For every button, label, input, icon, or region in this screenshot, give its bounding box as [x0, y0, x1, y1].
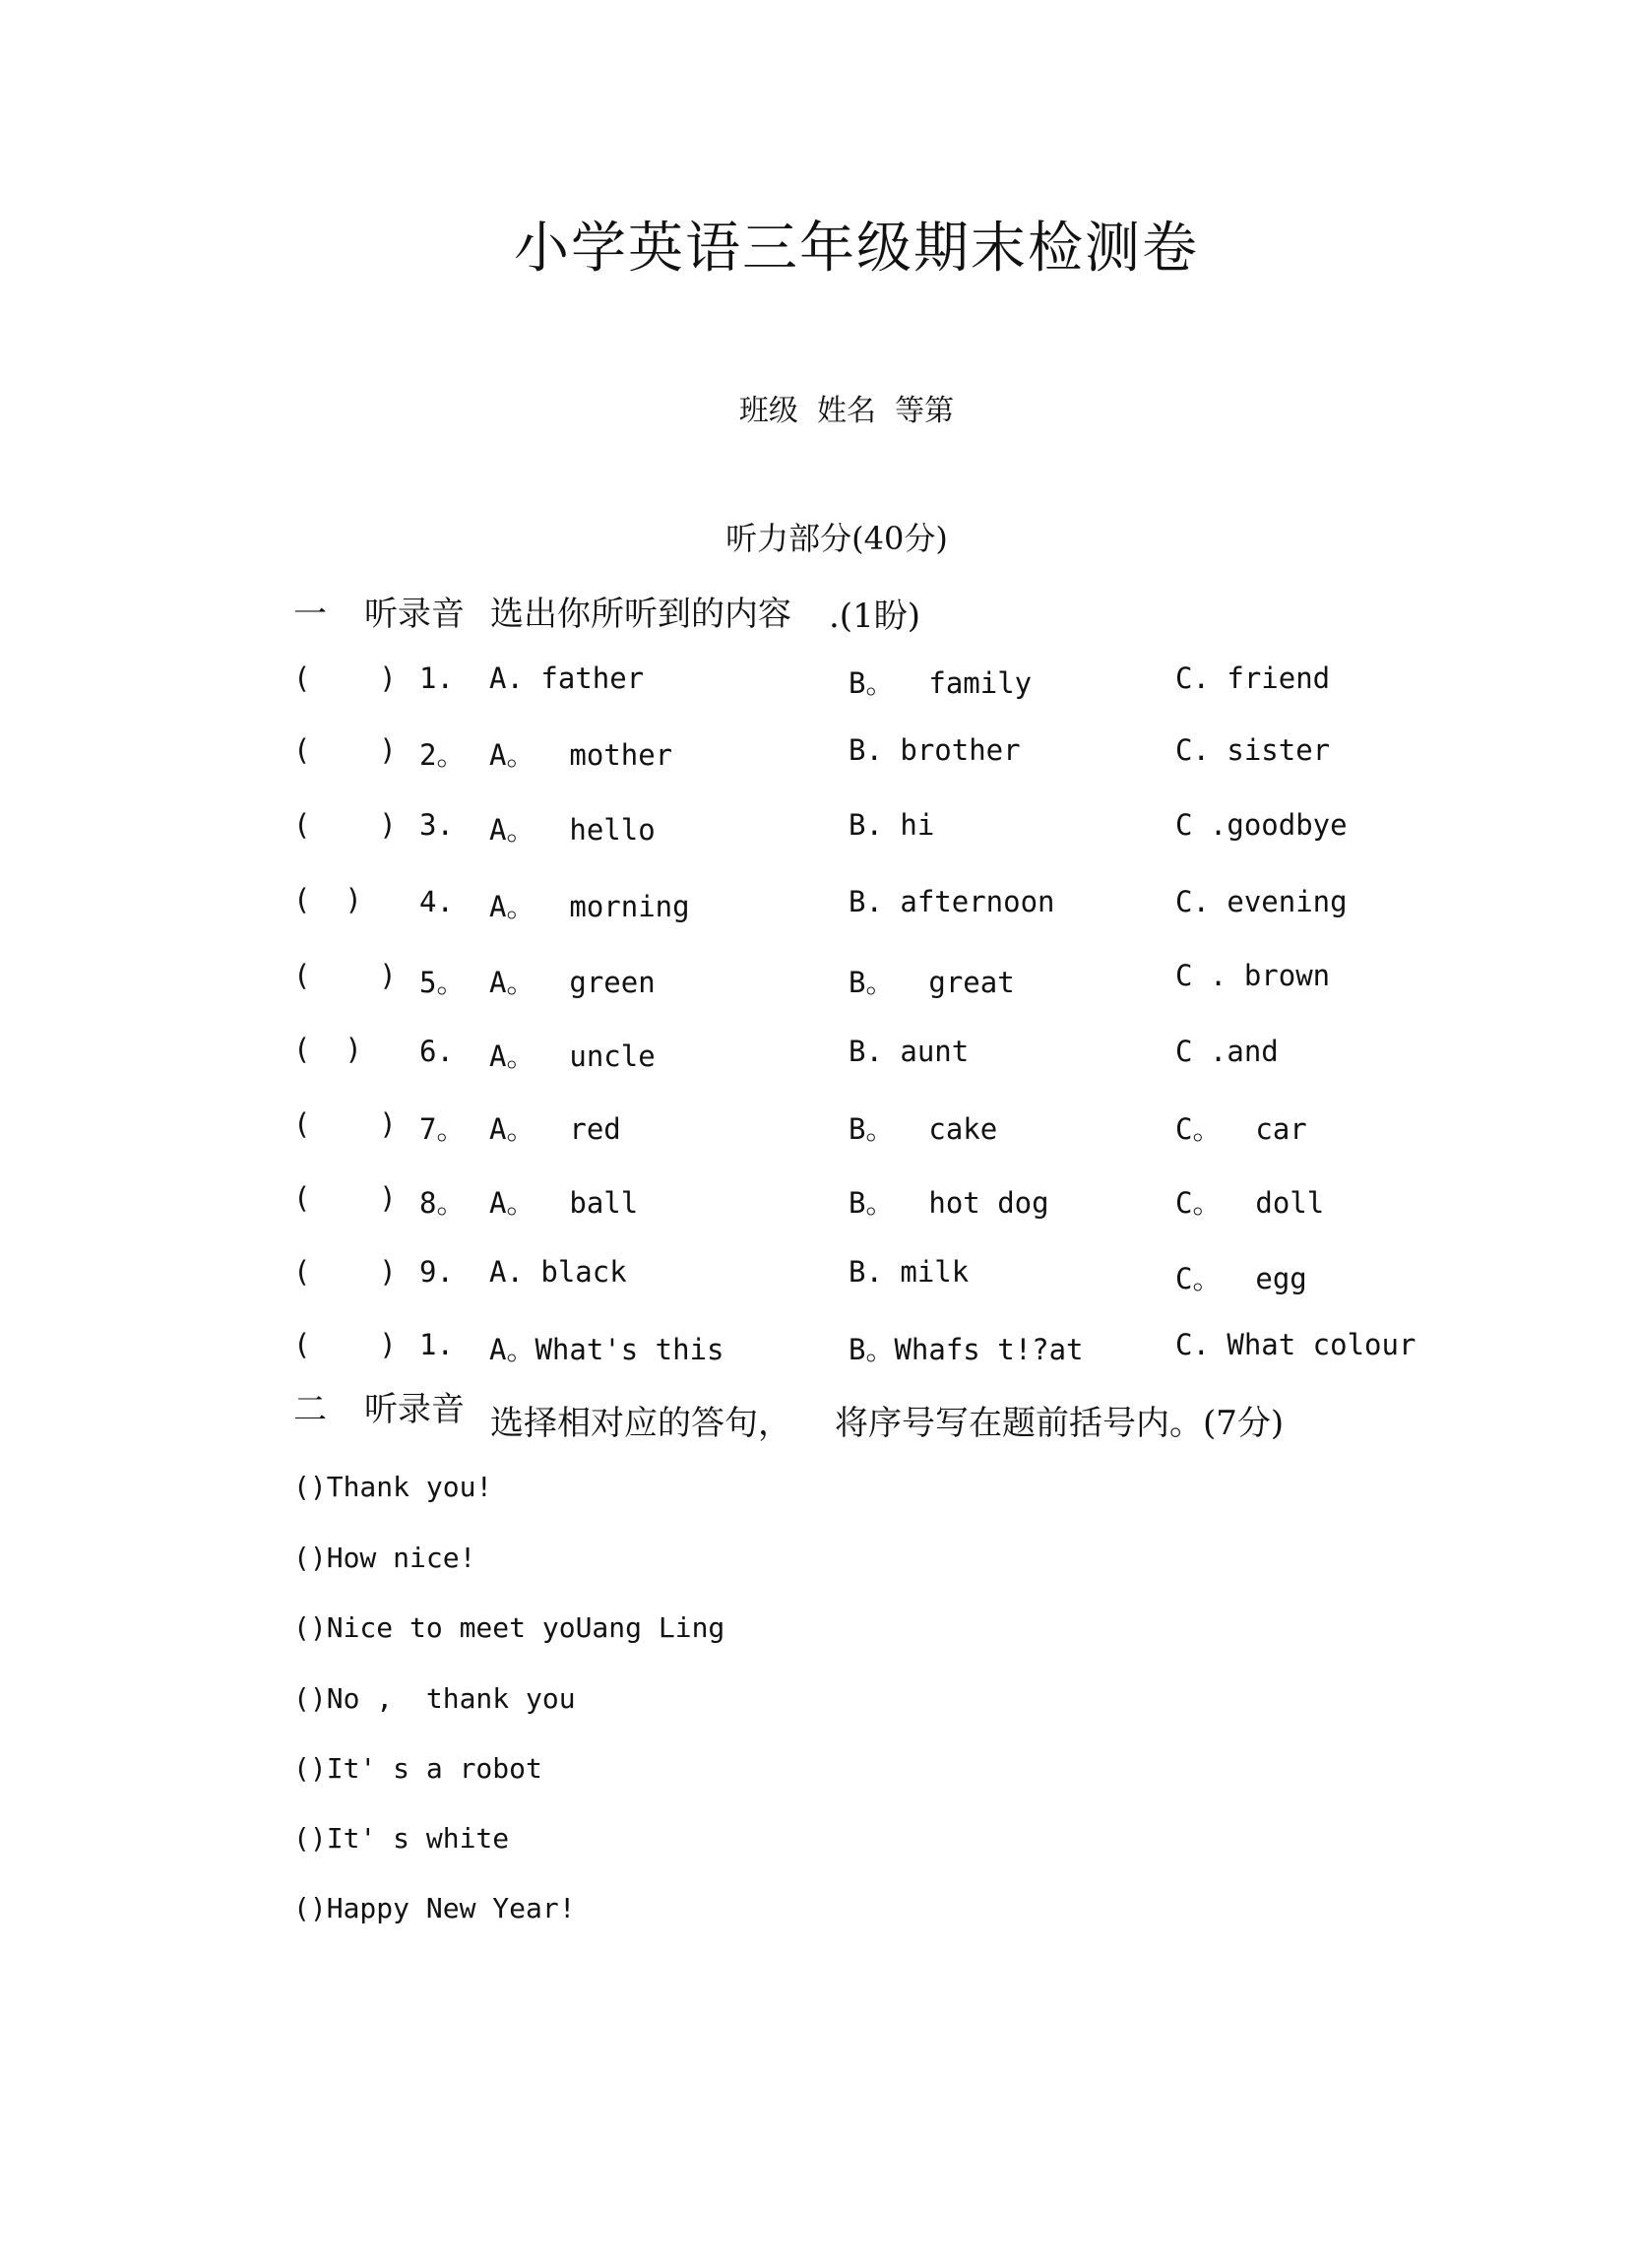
section-1-instruction: 选出你所听到的内容	[490, 595, 791, 634]
section-2-label: 听录音	[364, 1390, 465, 1429]
question-number: 4.	[419, 885, 454, 918]
option-b: B。Whafs t!?at	[849, 1333, 1084, 1366]
option-c: C。 egg	[1175, 1262, 1307, 1295]
option-a: A。 mother	[489, 738, 673, 772]
option-c: C. friend	[1175, 662, 1331, 695]
option-b: B。 family	[849, 666, 1033, 700]
option-b: B. hi	[849, 808, 935, 842]
option-c: C. What colour	[1175, 1328, 1416, 1361]
section-1-label: 听录音	[364, 595, 465, 634]
option-a: A。 uncle	[489, 1040, 656, 1073]
response-item[interactable]: ()No , thank you	[293, 1682, 576, 1715]
answer-blank[interactable]: ( )	[293, 662, 397, 695]
option-a: A. father	[489, 662, 645, 695]
option-b: B。 great	[849, 966, 1015, 999]
listening-part-heading: 听力部分(40分)	[725, 520, 948, 557]
option-b: B。 cake	[849, 1112, 998, 1146]
option-c: C . brown	[1175, 959, 1331, 992]
option-a: A。 red	[489, 1112, 621, 1146]
option-a: A。 hello	[489, 813, 656, 847]
option-a: A。 ball	[489, 1186, 639, 1220]
page-title: 小学英语三年级期末检测卷	[514, 217, 1199, 281]
answer-blank[interactable]: ( )	[293, 883, 362, 916]
question-number: 1.	[419, 1328, 454, 1361]
answer-blank[interactable]: ( )	[293, 808, 397, 842]
response-item[interactable]: ()Thank you!	[293, 1471, 493, 1503]
option-c: C. evening	[1175, 885, 1348, 918]
section-1-number: 一	[293, 595, 327, 634]
section-2-instruction: 选择相对应的答句，	[490, 1404, 791, 1443]
answer-blank[interactable]: ( )	[293, 733, 397, 767]
option-b: B. aunt	[849, 1035, 970, 1068]
question-number: 8。	[419, 1186, 466, 1220]
option-c: C。 car	[1175, 1112, 1307, 1146]
option-a: A。 green	[489, 966, 656, 999]
answer-blank[interactable]: ( )	[293, 959, 397, 992]
option-b: B. brother	[849, 733, 1021, 767]
question-number: 3.	[419, 808, 454, 842]
question-number: 6.	[419, 1035, 454, 1068]
question-number: 7。	[419, 1112, 466, 1146]
answer-blank[interactable]: ( )	[293, 1107, 397, 1141]
option-a: A。What's this	[489, 1333, 724, 1366]
question-number: 2。	[419, 738, 466, 772]
option-a: A。 morning	[489, 890, 690, 923]
answer-blank[interactable]: ( )	[293, 1181, 397, 1215]
question-number: 9.	[419, 1255, 454, 1289]
answer-blank[interactable]: ( )	[293, 1255, 397, 1289]
section-2-instruction-score: 将序号写在题前括号内。(7分)	[835, 1404, 1285, 1443]
response-item[interactable]: ()How nice!	[293, 1542, 476, 1574]
question-number: 5。	[419, 966, 466, 999]
option-b: B. afternoon	[849, 885, 1055, 918]
question-number: 1.	[419, 662, 454, 695]
option-c: C .goodbye	[1175, 808, 1348, 842]
section-1-score: .(1盼)	[829, 597, 920, 636]
response-item[interactable]: ()It' s a robot	[293, 1752, 542, 1785]
section-2-number: 二	[293, 1390, 327, 1429]
option-a: A. black	[489, 1255, 627, 1289]
option-c: C .and	[1175, 1035, 1279, 1068]
response-item[interactable]: ()It' s white	[293, 1822, 510, 1855]
answer-blank[interactable]: ( )	[293, 1033, 362, 1066]
option-b: B。 hot dog	[849, 1186, 1049, 1220]
student-info: 班级 姓名 等第	[738, 394, 955, 428]
option-c: C。 doll	[1175, 1186, 1325, 1220]
option-c: C. sister	[1175, 733, 1331, 767]
answer-blank[interactable]: ( )	[293, 1328, 397, 1361]
response-item[interactable]: ()Nice to meet yoUang Ling	[293, 1611, 725, 1644]
response-item[interactable]: ()Happy New Year!	[293, 1892, 576, 1924]
option-b: B. milk	[849, 1255, 970, 1289]
